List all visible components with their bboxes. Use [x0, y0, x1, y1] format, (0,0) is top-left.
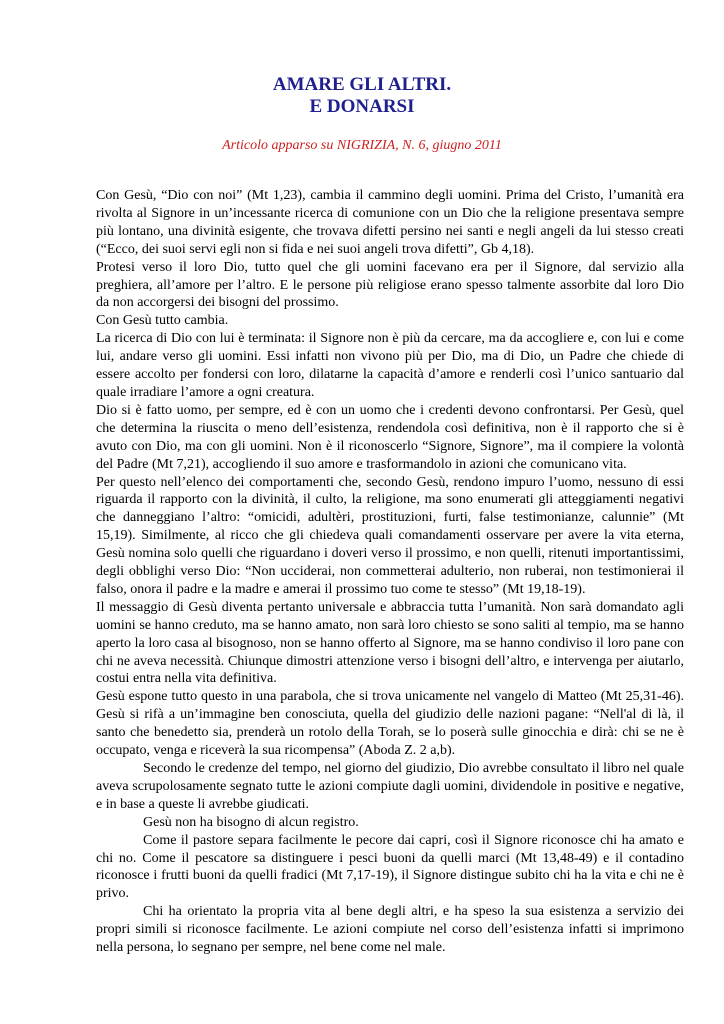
- paragraph: Con Gesù tutto cambia.: [96, 313, 229, 329]
- paragraph: Dio si è fatto uomo, per sempre, ed è con un uomo che i credenti devono confrontarsi. Per Gesù, quel che determina la riuscita o meno dell’esistenza, rendendola così definitiva, non è il rapporto che si è avuto con Dio, ma con gli uomini. Non è il riconoscerlo “Signore, Signore”, ma il compiere la volontà del Padre (Mt 7,21), accogliendo il suo amore e trasformandolo in azioni che comunicano vita.: [96, 402, 684, 472]
- paragraph: Gesù non ha bisogno di alcun registro.: [143, 814, 359, 830]
- article-title-line-1: AMARE GLI ALTRI.: [272, 74, 452, 95]
- paragraph: Secondo le credenze del tempo, nel giorno del giudizio, Dio avrebbe consultato il libro nel quale aveva scrupolosamente segnato tutte le azioni compiute dagli uomini, dividendole in positive e negative, e in base a queste li avrebbe giudicati.: [96, 761, 684, 812]
- paragraph: Protesi verso il loro Dio, tutto quel che gli uomini facevano era per il Signore, dal servizio alla preghiera, all’amore per l’altro. E le persone più religiose erano spesso talmente assorbite dal loro Dio da non accorgersi dei bisogni del prossimo.: [96, 259, 684, 311]
- article-title-line-2: E DONARSI: [309, 96, 415, 117]
- article-title: [0, 74, 724, 118]
- paragraph: Con Gesù, “Dio con noi” (Mt 1,23), cambia il cammino degli uomini. Prima del Cristo, l’umanità era rivolta al Signore in un’incessante ricerca di comunione con un Dio che la religione presentava sempre più lontano, una divinità esigente, che trovava difetti persino nei santi e negli angeli da lui stesso creati (“Ecco, dei suoi servi egli non si fida e nei suoi angeli trova difetti”, Gb 4,18).: [96, 188, 684, 257]
- paragraph: Per questo nell’elenco dei comportamenti che, secondo Gesù, rendono impuro l’uomo, nessuno di essi riguarda il rapporto con la divinità, il culto, la religione, ma sono enumerati gli atteggiamenti negativi che danneggiano l’altro: “omicidi, adultèri, prostituzioni, furti, false testimonianze, calunnie” (Mt 15,19). Similmente, al ricco che gli chiedeva quali comandamenti osservare per avere la vita eterna, Gesù nomina solo quelli che riguardano i doveri verso il prossimo, e non quelli, ritenuti importantissimi, degli obblighi verso Dio: “Non ucciderai, non commetterai adulterio, non ruberai, non testimonierai il falso, onora il padre e la madre e amerai il prossimo tuo come te stesso” (Mt 19,18-19).: [96, 474, 684, 597]
- paragraph: Come il pastore separa facilmente le pecore dai capri, così il Signore riconosce chi ha amato e chi no. Come il pescatore sa distinguere i pesci buoni da quelli marci (Mt 13,48-49) e il contadino riconosce i frutti buoni da quelli fradici (Mt 7,17-19), il Signore distingue subito chi ha la vita e chi ne è privo.: [96, 832, 684, 902]
- paragraph: La ricerca di Dio con lui è terminata: il Signore non è più da cercare, ma da accogliere e, con lui e come lui, andare verso gli uomini. Essi infatti non vivono più per Dio, ma di Dio, un Padre che chiede di essere accolto per fondersi con loro, dilatarne la capacità d’amore e renderli così l’unico santuario dal quale irradiare l’amore a ogni creatura.: [96, 331, 684, 400]
- paragraph: Il messaggio di Gesù diventa pertanto universale e abbraccia tutta l’umanità. Non sarà domandato agli uomini se hanno creduto, ma se hanno amato, non sarà loro chiesto se sono saliti al tempio, ma se hanno aperto la loro casa al bisognoso, non se hanno offerto al Signore, ma se hanno condiviso il loro pane con chi ne aveva necessità. Chiunque dimostri attenzione verso i bisogni dell’altro, e intervenga per aiutarlo, costui entra nella vita definitiva.: [96, 599, 684, 687]
- paragraph: Chi ha orientato la propria vita al bene degli altri, e ha speso la sua esistenza a servizio dei propri simili si riconosce facilmente. Le azioni compiute nel corso dell’esistenza infatti si imprimono nella persona, lo segnano per sempre, nel bene come nel male.: [96, 904, 684, 956]
- paragraph: Gesù espone tutto questo in una parabola, che si trova unicamente nel vangelo di Matteo (Mt 25,31-46). Gesù si rifà a un’immagine ben conosciuta, quella del giudizio delle nazioni pagane: “Nell'al di là, il santo che benedetto sia, prenderà un rotolo della Torah, se lo poserà sulle ginocchia e dirà: chi se ne è occupato, venga e riceverà la sua ricompensa” (Aboda Z. 2 a,b).: [96, 689, 684, 759]
- article-source-subtitle: Articolo apparso su NIGRIZIA, N. 6, giugno 2011: [222, 138, 502, 153]
- article-body: [96, 187, 684, 957]
